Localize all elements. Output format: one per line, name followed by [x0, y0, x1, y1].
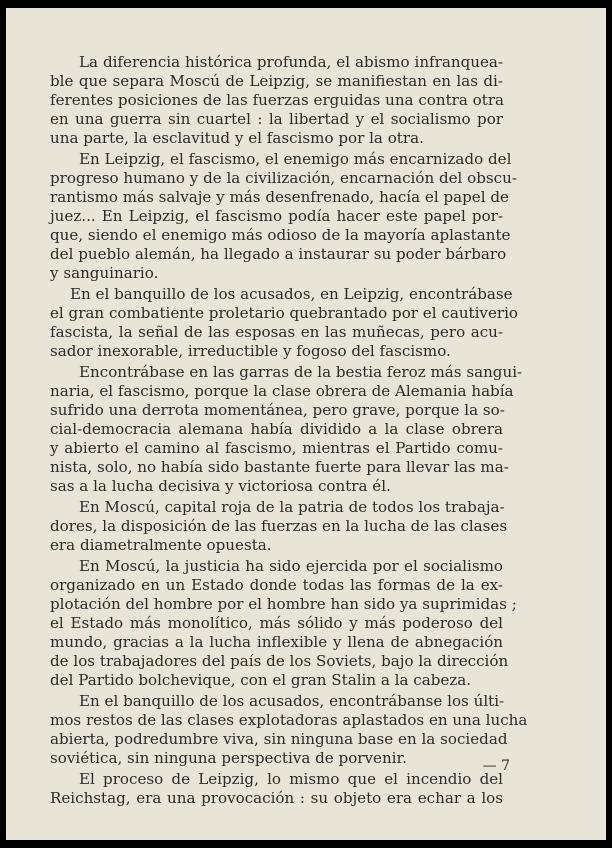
paragraph — [50, 285, 519, 361]
text-line: fascista, la señal de las esposas en las muñecas, pero acu- — [50, 323, 503, 341]
text-line: En Moscú, la justicia ha sido ejercida por el socialismo — [79, 557, 503, 575]
paragraph — [50, 53, 503, 148]
text-line: ferentes posiciones de las fuerzas erguidas una contra otra — [50, 91, 505, 109]
text-line: En Leipzig, el fascismo, el enemigo más encarnizado del — [79, 150, 512, 168]
text-line: sas a la lucha decisiva y victoriosa contra él. — [50, 477, 391, 495]
text-line: En Moscú, capital roja de la patria de todos los trabaja- — [79, 498, 505, 516]
paragraph — [50, 363, 523, 496]
page-number: — 7 — [482, 758, 510, 774]
text-line: el Estado más monolítico, más sólido y más poderoso del — [50, 614, 503, 632]
text-line: soviética, sin ninguna perspectiva de porvenir. — [50, 749, 407, 767]
paragraph — [50, 770, 503, 808]
paragraph — [50, 557, 517, 690]
text-line: en una guerra sin cuartel : la libertad y el socialismo por — [50, 110, 503, 128]
text-line: mos restos de las clases explotadoras aplastados en una lucha — [50, 711, 528, 729]
text-line: y abierto el camino al fascismo, mientras el Partido comu- — [50, 439, 503, 457]
book-page — [6, 8, 606, 840]
text-line: que, siendo el enemigo más odioso de la mayoría aplastante — [50, 226, 511, 244]
text-line: naria, el fascismo, porque la clase obrera de Alemania había — [50, 382, 514, 400]
text-line: el gran combatiente proletario quebrantado por el cautiverio — [50, 304, 519, 322]
paragraph — [50, 692, 528, 768]
text-line: nista, solo, no había sido bastante fuerte para llevar las ma- — [50, 458, 509, 476]
text-line: rantismo más salvaje y más desenfrenado, hacía el papel de — [50, 188, 509, 206]
text-line: En el banquillo de los acusados, encontrábanse los últi- — [79, 692, 505, 710]
text-line: una parte, la esclavitud y el fascismo por la otra. — [50, 129, 424, 147]
text-line: del pueblo alemán, ha llegado a instaurar su poder bárbaro — [50, 245, 507, 263]
text-line: era diametralmente opuesta. — [50, 536, 272, 554]
text-line: progreso humano y de la civilización, encarnación del obscu- — [50, 169, 517, 187]
text-line: abierta, podredumbre viva, sin ninguna base en la sociedad — [50, 730, 508, 748]
text-line: Encontrábase en las garras de la bestia feroz más sangui- — [79, 363, 523, 381]
text-line: El proceso de Leipzig, lo mismo que el incendio del — [79, 770, 503, 788]
text-line: dores, la disposición de las fuerzas en la lucha de las clases — [50, 517, 508, 535]
text-line: juez... En Leipzig, el fascismo podía hacer este papel por- — [50, 207, 503, 225]
text-line: y sanguinario. — [50, 264, 159, 282]
text-line: del Partido bolchevique, con el gran Stalin a la cabeza. — [50, 671, 472, 689]
text-line: cial-democracia alemana había dividido a la clase obrera — [50, 420, 503, 438]
text-line: La diferencia histórica profunda, el abismo infranquea- — [79, 53, 503, 71]
body-text — [50, 53, 528, 810]
text-line: Reichstag, era una provocación : su objeto era echar a los — [50, 789, 503, 807]
text-line: sador inexorable, irreductible y fogoso del fascismo. — [50, 342, 451, 360]
text-line: mundo, gracias a la lucha inflexible y llena de abnegación — [50, 633, 503, 651]
paragraph — [50, 498, 508, 555]
text-line: organizado en un Estado donde todas las formas de la ex- — [50, 576, 503, 594]
paragraph — [50, 150, 517, 283]
text-line: sufrido una derrota momentánea, pero grave, porque la so- — [50, 401, 505, 419]
text-line: ble que separa Moscú de Leipzig, se manifiestan en las di- — [50, 72, 503, 90]
text-line: plotación del hombre por el hombre han sido ya suprimidas ; — [50, 595, 517, 613]
text-line: de los trabajadores del país de los Soviets, bajo la dirección — [50, 652, 509, 670]
text-line: En el banquillo de los acusados, en Leipzig, encontrábase — [70, 285, 513, 303]
